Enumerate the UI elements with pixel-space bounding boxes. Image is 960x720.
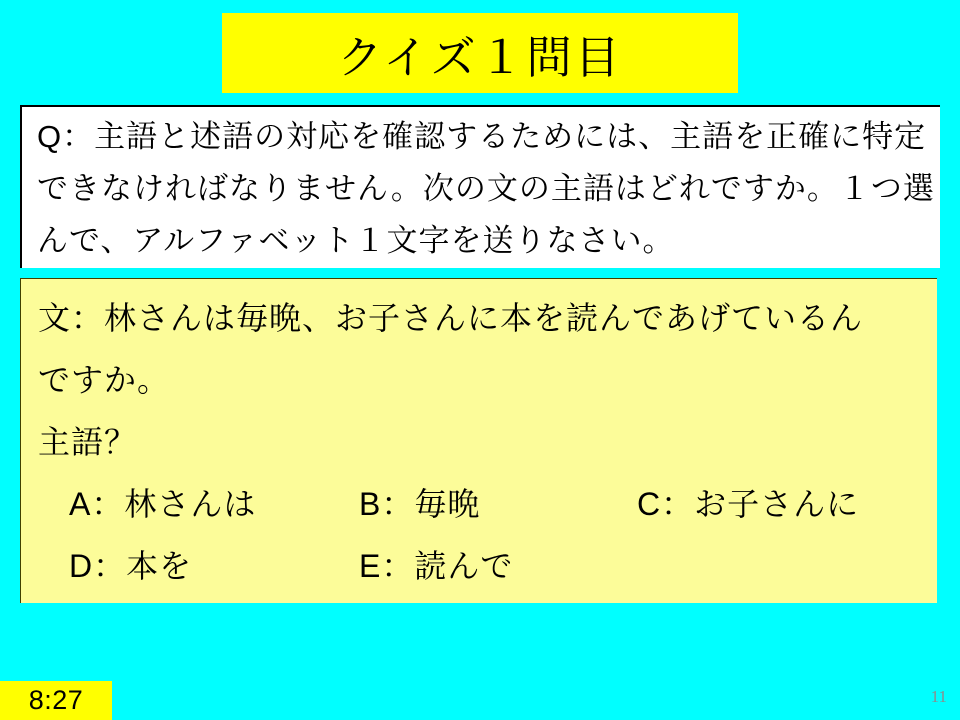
option-d: D：本を (69, 548, 193, 584)
question-line-2: できなければなりません。次の文の主語はどれですか。１つ選 (37, 171, 935, 206)
subject-prompt: 主語？ (38, 424, 138, 460)
option-e: E：読んで (359, 548, 514, 584)
quiz-title-box (222, 13, 738, 93)
page-number: 11 (930, 687, 947, 706)
timer-text: 8:27 (28, 685, 84, 715)
option-b: B：毎晩 (359, 486, 481, 522)
quiz-title: クイズ１問目 (337, 31, 623, 83)
option-row-1 (38, 473, 927, 535)
timer-box (0, 681, 112, 720)
option-c: C：お子さんに (637, 486, 860, 522)
question-box (20, 105, 940, 268)
option-row-2 (38, 535, 927, 597)
option-a: A：林さんは (69, 486, 257, 522)
sentence-line-1: 文：林さんは毎晩、お子さんに本を読んであげているん (38, 300, 864, 336)
question-line-3: んで、アルファベット１文字を送りなさい。 (37, 223, 675, 258)
question-line-1: Q：主語と述語の対応を確認するためには、主語を正確に特定 (37, 119, 927, 154)
answer-content-box (20, 278, 937, 603)
sentence-line-2: ですか。 (38, 362, 171, 398)
